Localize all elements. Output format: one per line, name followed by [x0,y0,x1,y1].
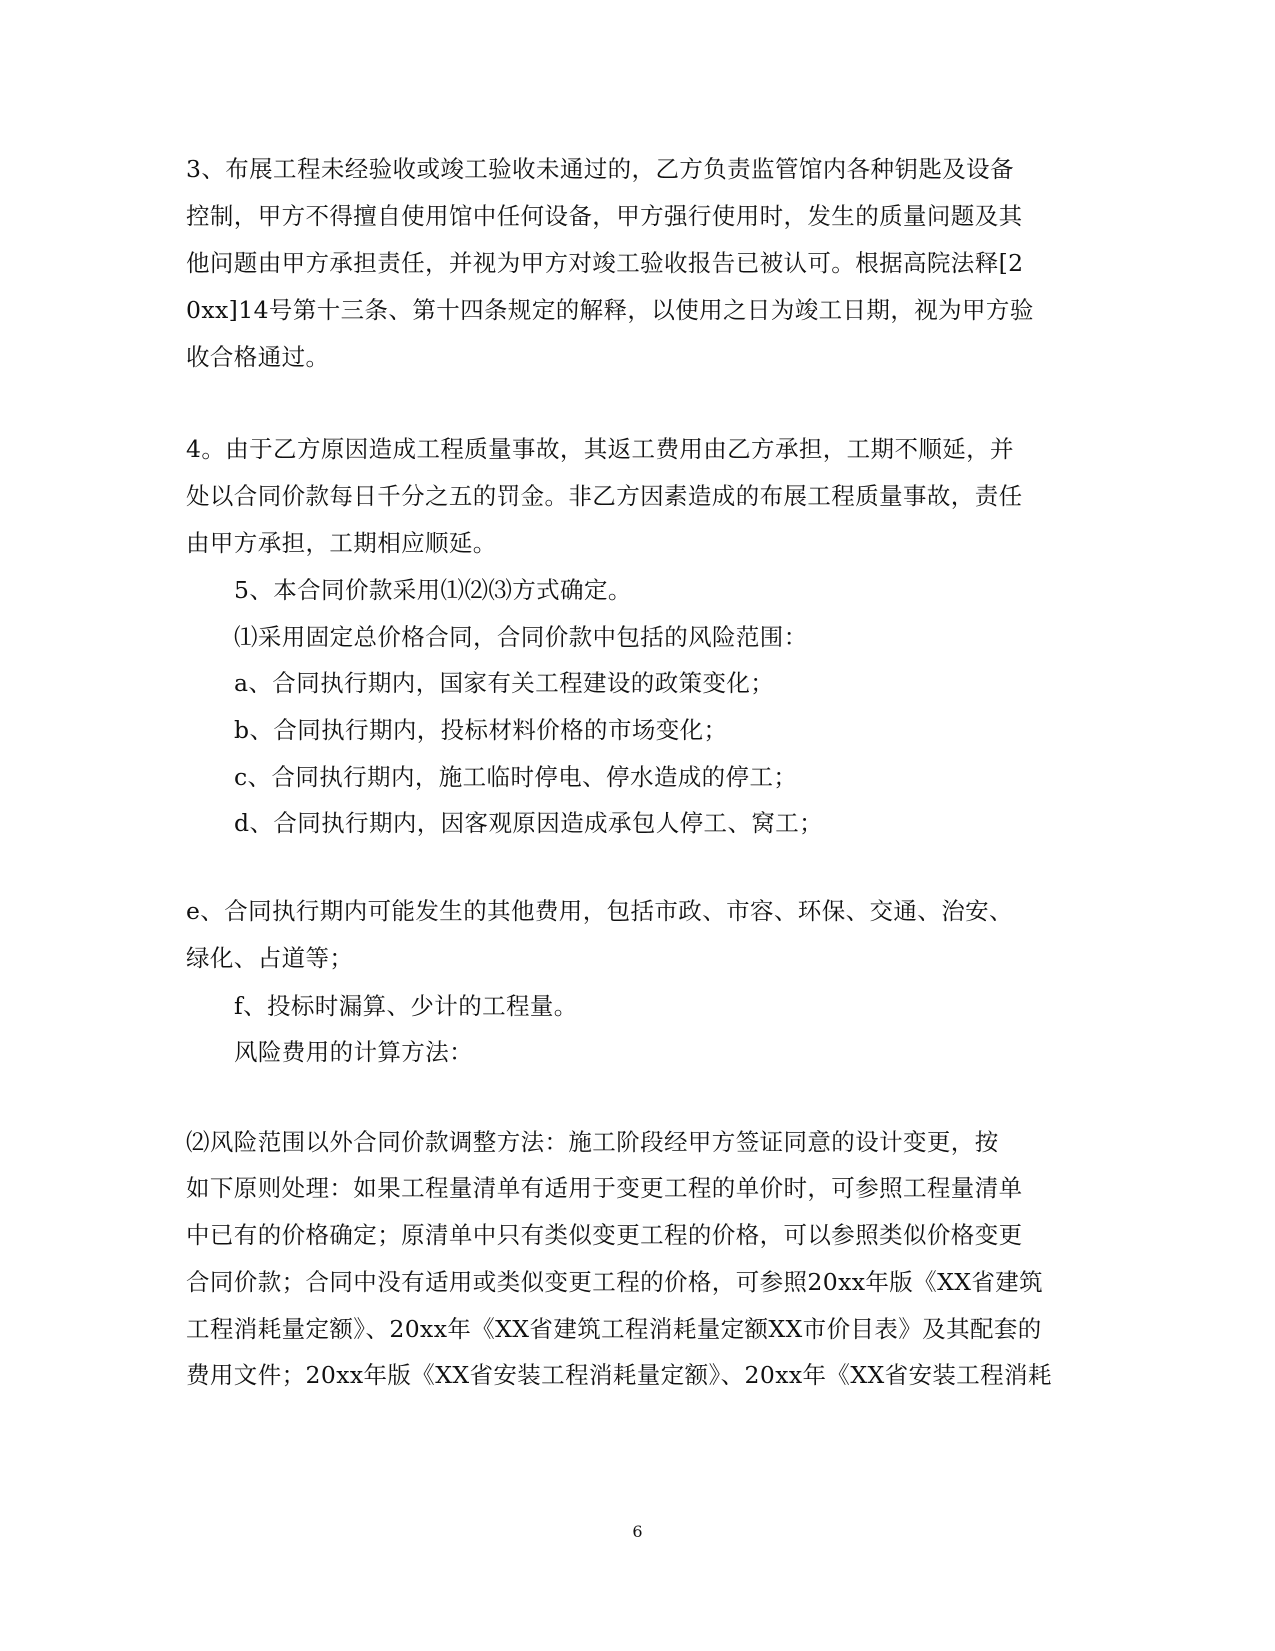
text-line: ⑵风险范围以外合同价款调整方法：施工阶段经甲方签证同意的设计变更，按 [186,1128,999,1156]
text-line: 4。由于乙方原因造成工程质量事故，其返工费用由乙方承担，工期不顺延，并 [186,435,1014,463]
text-line: c、合同执行期内，施工临时停电、停水造成的停工； [234,763,798,791]
text-line: 控制，甲方不得擅自使用馆中任何设备，甲方强行使用时，发生的质量问题及其 [186,202,1023,230]
text-line: 中已有的价格确定；原清单中只有类似变更工程的价格，可以参照类似价格变更 [186,1221,1023,1249]
text-line: 合同价款；合同中没有适用或类似变更工程的价格，可参照20xx年版《XX省建筑 [186,1268,1044,1296]
text-line: 费用文件；20xx年版《XX省安装工程消耗量定额》、20xx年《XX省安装工程消耗 [186,1361,1052,1389]
text-line: a、合同执行期内，国家有关工程建设的政策变化； [234,669,775,697]
text-line: 风险费用的计算方法： [234,1038,473,1066]
text-line: 绿化、占道等； [186,944,354,972]
text-line: ⑴采用固定总价格合同，合同价款中包括的风险范围： [234,623,808,651]
text-line: d、合同执行期内，因客观原因造成承包人停工、窝工； [234,809,824,837]
text-line: 0xx]14号第十三条、第十四条规定的解释，以使用之日为竣工日期，视为甲方验 [186,296,1034,324]
text-line: 工程消耗量定额》、20xx年《XX省建筑工程消耗量定额XX市价目表》及其配套的 [186,1315,1042,1343]
text-line: 他问题由甲方承担责任，并视为甲方对竣工验收报告已被认可。根据高院法释[2 [186,249,1024,277]
text-line: 3、布展工程未经验收或竣工验收未通过的，乙方负责监管馆内各种钥匙及设备 [186,155,1014,183]
text-line: f、投标时漏算、少计的工程量。 [234,992,578,1020]
text-line: e、合同执行期内可能发生的其他费用，包括市政、市容、环保、交通、治安、 [186,897,1013,925]
text-line: 收合格通过。 [186,343,330,371]
text-line: 由甲方承担，工期相应顺延。 [186,529,497,557]
text-line: 如下原则处理：如果工程量清单有适用于变更工程的单价时，可参照工程量清单 [186,1174,1023,1202]
text-line: b、合同执行期内，投标材料价格的市场变化； [234,716,728,744]
page-number: 6 [632,1522,643,1541]
text-line: 5、本合同价款采用⑴⑵⑶方式确定。 [234,576,632,604]
text-line: 处以合同价款每日千分之五的罚金。非乙方因素造成的布展工程质量事故，责任 [186,482,1023,510]
